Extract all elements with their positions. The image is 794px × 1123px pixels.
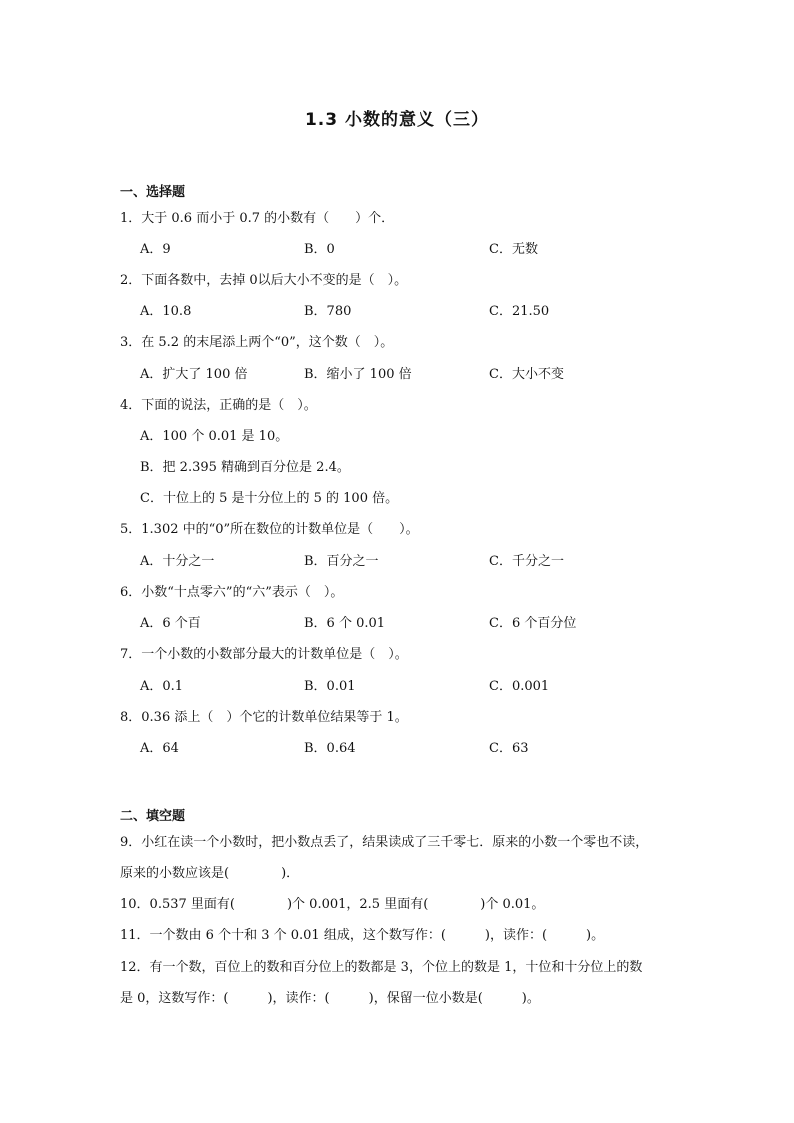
option-b: B．0.64 <box>304 741 356 756</box>
option-a: A．十分之一 <box>140 554 215 569</box>
section-heading-fill: 二、填空题 <box>120 809 186 824</box>
question-10: 10．0.537 里面有( )个 0.001，2.5 里面有( )个 0.01。 <box>120 897 545 912</box>
option-a: A．0.1 <box>140 679 184 694</box>
option-b: B．6 个 0.01 <box>304 616 386 631</box>
question-4-option-b: B．把 2.395 精确到百分位是 2.4。 <box>140 460 350 475</box>
option-c: C．63 <box>489 741 529 756</box>
question-8-options <box>140 737 700 757</box>
question-7-options <box>140 675 700 695</box>
page-title: 1.3 小数的意义（三） <box>304 110 490 130</box>
question-6-options <box>140 612 700 632</box>
option-c: C．无数 <box>489 242 538 257</box>
option-b: B．0.01 <box>304 679 356 694</box>
question-11: 11．一个数由 6 个十和 3 个 0.01 组成，这个数写作：( )，读作：( )。 <box>120 928 605 943</box>
question-9-line-2: 原来的小数应该是( )． <box>120 866 300 881</box>
question-4-option-c: C．十位上的 5 是十分位上的 5 的 100 倍。 <box>140 491 399 506</box>
option-b: B．缩小了 100 倍 <box>304 367 412 382</box>
question-1-options <box>140 238 700 258</box>
option-c: C．0.001 <box>489 679 550 694</box>
option-c: C．千分之一 <box>489 554 564 569</box>
question-12-line-1: 12．有一个数，百位上的数和百分位上的数都是 3，个位上的数是 1，十位和十分位上的数 <box>120 960 643 975</box>
question-4: 4．下面的说法，正确的是（ ）。 <box>120 398 317 413</box>
option-b: B．0 <box>304 242 335 257</box>
question-9-line-1: 9．小红在读一个小数时，把小数点丢了，结果读成了三千零七．原来的小数一个零也不读， <box>120 835 649 850</box>
option-b: B．780 <box>304 304 352 319</box>
option-c: C．大小不变 <box>489 367 564 382</box>
question-8: 8．0.36 添上（ ）个它的计数单位结果等于 1。 <box>120 710 408 725</box>
question-1: 1．大于 0.6 而小于 0.7 的小数有（ ）个． <box>120 211 395 226</box>
option-c: C．6 个百分位 <box>489 616 577 631</box>
question-5-options <box>140 550 700 570</box>
section-heading-choice: 一、选择题 <box>120 185 186 200</box>
question-2-options <box>140 300 700 320</box>
question-4-option-a: A．100 个 0.01 是 10。 <box>140 429 289 444</box>
option-a: A．6 个百 <box>140 616 201 631</box>
question-6: 6．小数“十点零六”的“六”表示（ ）。 <box>120 585 344 600</box>
question-3: 3．在 5.2 的末尾添上两个“0”，这个数（ ）。 <box>120 335 394 350</box>
question-7: 7．一个小数的小数部分最大的计数单位是（ ）。 <box>120 647 408 662</box>
option-a: A．扩大了 100 倍 <box>140 367 248 382</box>
question-3-options <box>140 363 700 383</box>
question-5: 5．1.302 中的“0”所在数位的计数单位是（ ）。 <box>120 522 419 537</box>
question-12-line-2: 是 0，这数写作：( )，读作：( )，保留一位小数是( )。 <box>120 991 540 1006</box>
option-a: A．9 <box>140 242 171 257</box>
option-c: C．21.50 <box>489 304 550 319</box>
option-a: A．64 <box>140 741 179 756</box>
option-a: A．10.8 <box>140 304 192 319</box>
question-2: 2．下面各数中，去掉 0以后大小不变的是（ ）。 <box>120 273 408 288</box>
option-b: B．百分之一 <box>304 554 379 569</box>
